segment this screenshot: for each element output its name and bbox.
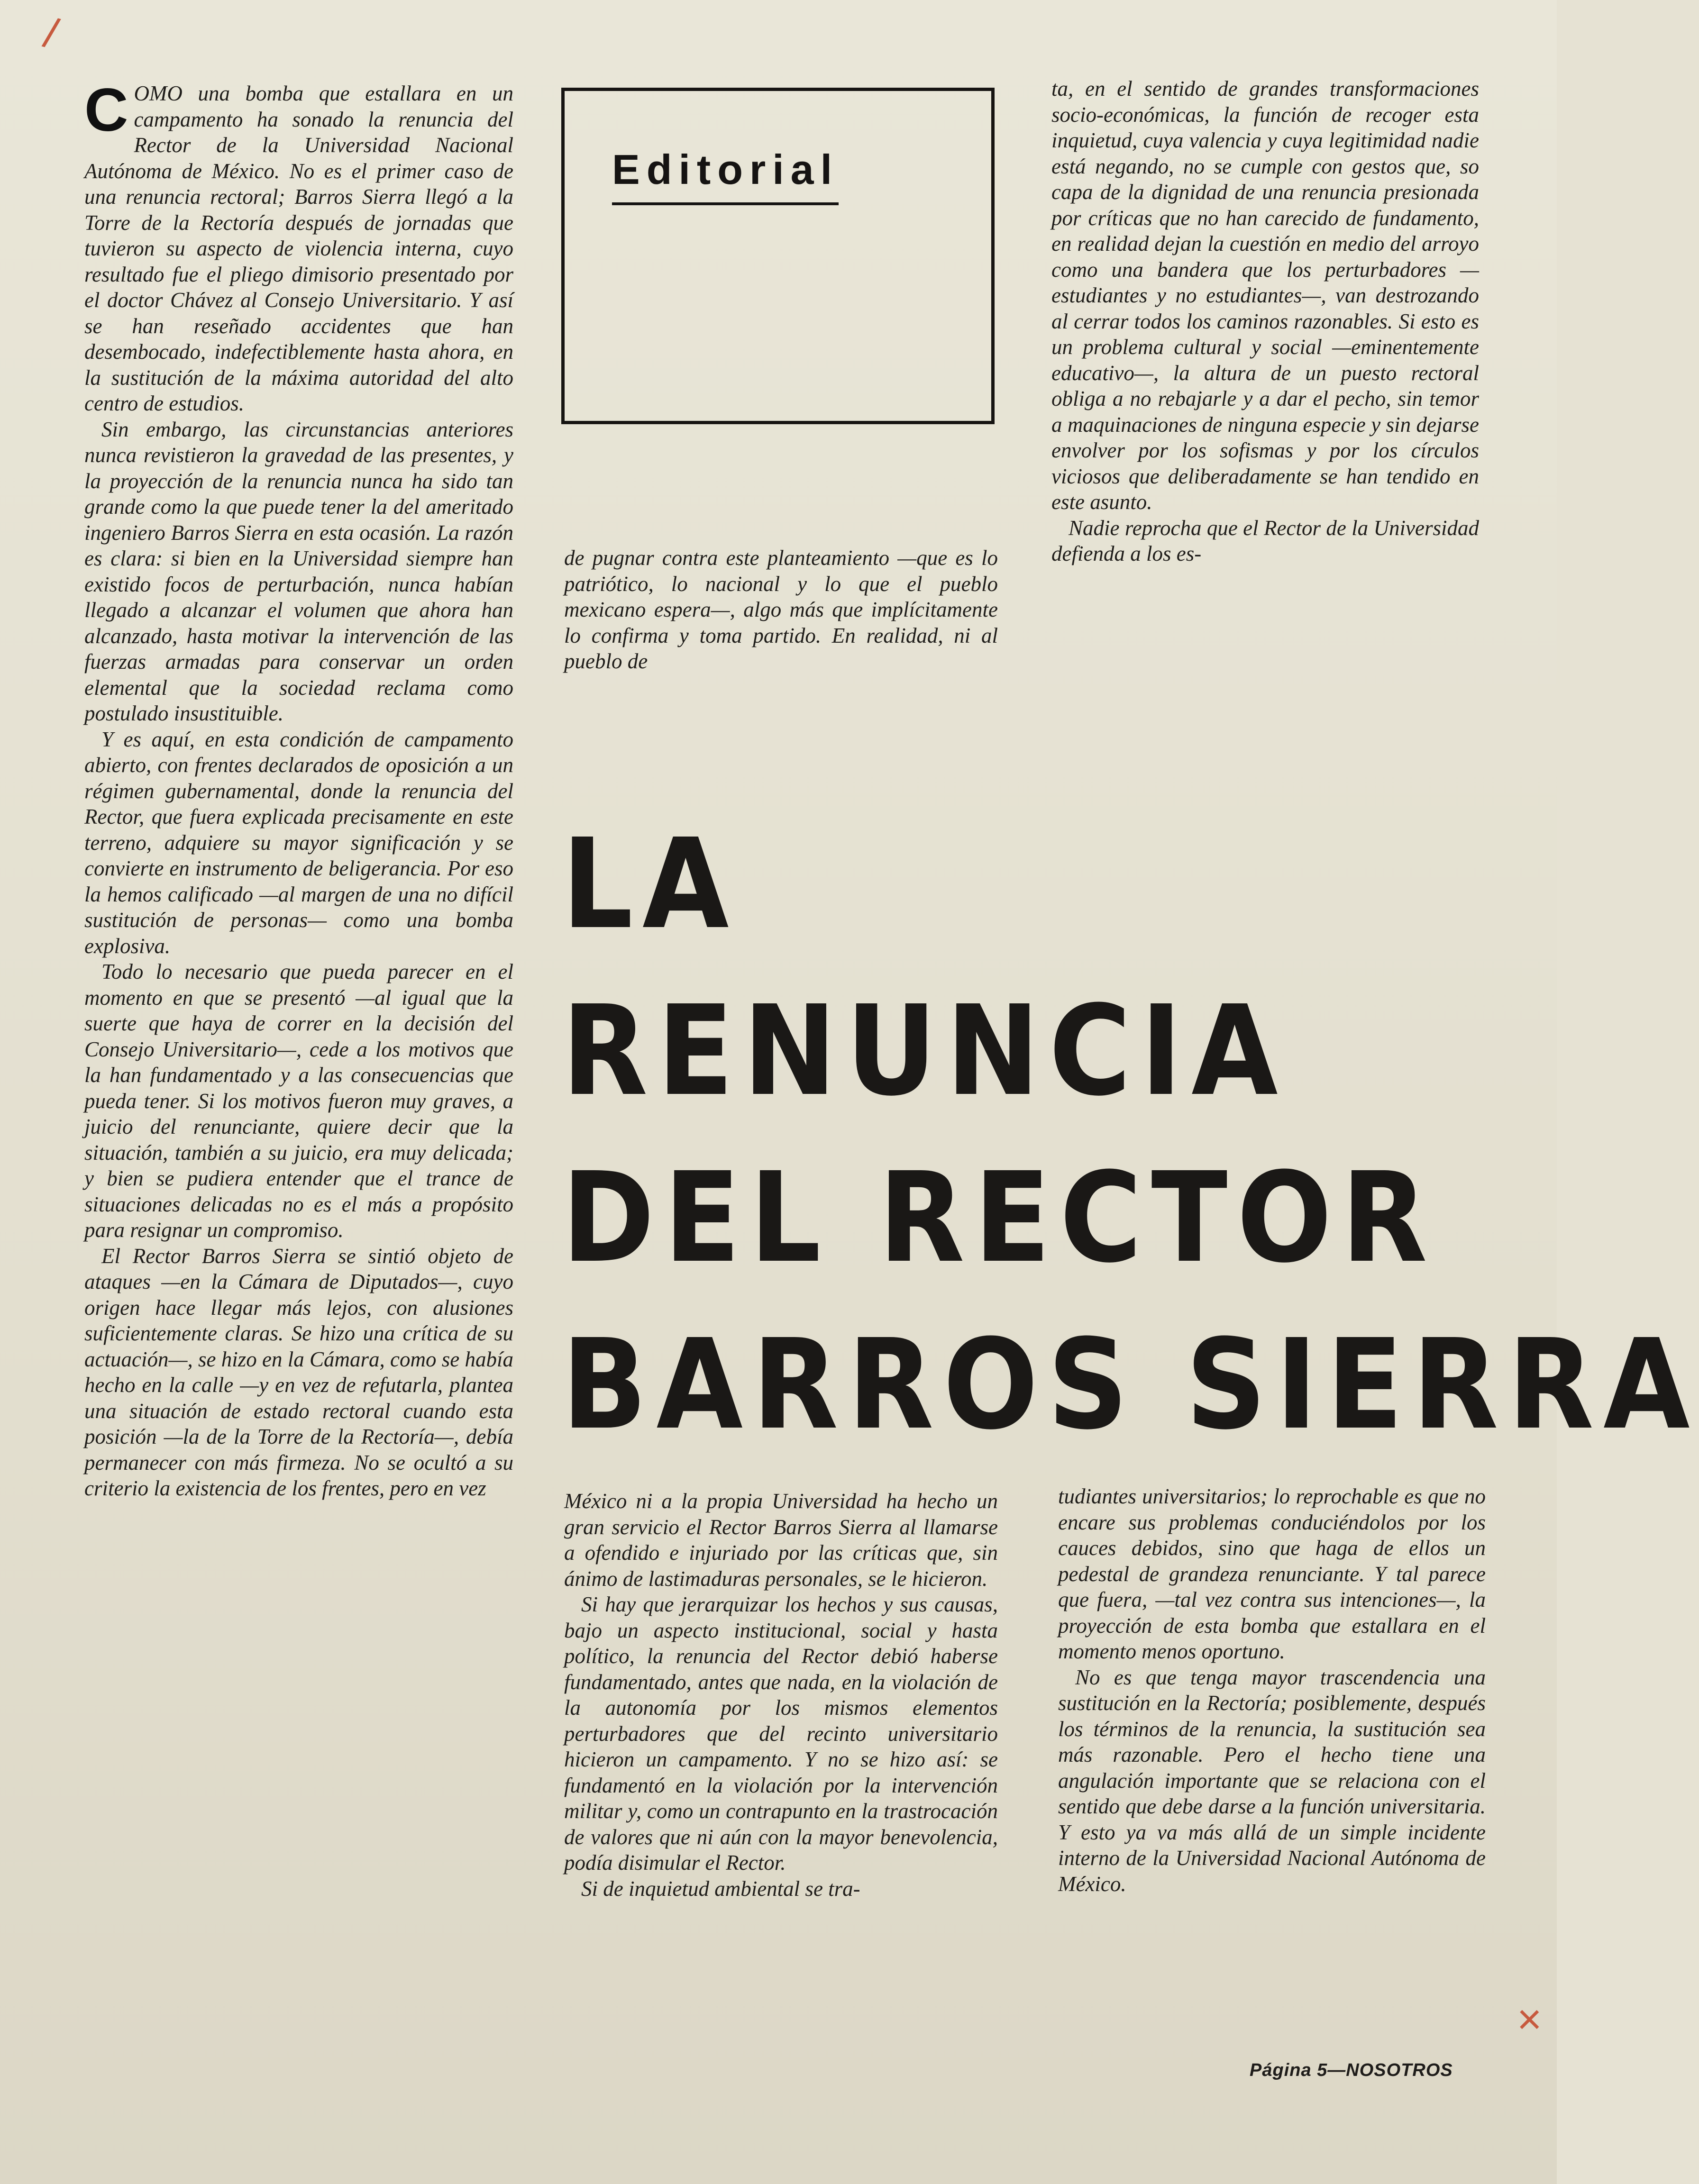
right-top-paragraph-1: ta, en el sentido de grandes transformaciones socio-económicas, la función de recoger esta inquietud, cuya valencia y cuya legitimidad nadie está negando, no se cumple con gestos que, so capa de la dignidad de una renuncia presionada por críticas que no han carecido de fundamento, en realidad dejan la cuestión en medio del arroyo como una bandera que los perturbadores —estudiantes y no estudiantes—, van destrozando al cerrar todos los caminos razonables. Si esto es un problema cultural y social —eminentemente educativo—, la altura de un puesto rectoral obliga a no rebajarle y a dar el pecho, sin temor a maquinaciones de ninguna especie y sin dejarse envolver por los sofismas y por los círculos viciosos que deliberadamente se han tendido en este asunto. [1051, 77, 1479, 514]
left-paragraph-3: Y es aquí, en esta condición de campamento abierto, con frentes declarados de oposición a un régimen gubernamental, donde la renuncia del Rector, que fuera explicada precisamente en este terreno, adquiere su mayor significación y se convierte en instrumento de beligerancia. Por eso la hemos calificado —al margen de una no difícil sustitución de personas— como una bomba explosiva. [84, 727, 513, 958]
middle-bottom-paragraph-2: Si hay que jerarquizar los hechos y sus causas, bajo un aspecto institucional, social y hasta político, la renuncia del Rector debió haberse fundamentado, antes que nada, en la violación de la autonomía por los mismos elementos perturbadores que del recinto universitario hicieron un campamento. Y no se hizo así: se fundamentó en la violación por la intervención militar y, como un contrapunto en la trastrocación de valores que ni aún con la mayor benevolencia, podía disimular el Rector. [564, 1592, 998, 1875]
pencil-tick-mark: / [39, 9, 63, 58]
headline-line-3: DEL RECTOR [562, 1146, 1437, 1290]
left-column [84, 76, 513, 1502]
left-paragraph-2: Sin embargo, las circunstancias anteriores nunca revistieron la gravedad de las presentes, y la proyección de la renuncia nunca ha sido tan grande como la que puede tener la del ameritado ingeniero Barros Sierra en esta ocasión. La razón es clara: si bien en la Universidad siempre han existido focos de perturbación, nunca habían llegado a alcanzar el volumen que ahora han alcanzado, hasta motivar la intervención de las fuerzas armadas para conservar un orden elemental que la sociedad reclama como postulado insustituible. [84, 417, 513, 725]
middle-bottom-column [564, 1488, 998, 1902]
middle-top-column [564, 545, 998, 674]
editorial-label: Editorial [612, 146, 839, 205]
middle-bottom-paragraph-3: Si de inquietud ambiental se tra- [581, 1876, 860, 1901]
right-bottom-paragraph-1: tudiantes universitarios; lo reprochable es que no encare sus problemas conduciéndolos por los cauces debidos, sino que haga de ellos un pedestal de grandeza renunciante. Y tal parece que fuera, —tal vez contra sus intenciones—, la proyección de esta bomba que estallara en el momento menos oportuno. [1058, 1484, 1486, 1663]
drop-cap: C [84, 76, 128, 144]
pencil-cross-mark: × [1517, 1996, 1542, 2043]
left-paragraph-4: Todo lo necesario que pueda parecer en el momento en que se presentó —al igual que la suerte que haya de correr en la decisión del Consejo Universitario—, cede a los motivos que la han fundamentado y a las consecuencias que pueda tener. Si los motivos fueron muy graves, a juicio del renunciante, quiere decir que la situación, también a su juicio, era muy delicada; y bien se pudiera entender que el trance de situaciones delicadas no es el más a propósito para resignar un compromiso. [84, 960, 513, 1242]
headline-line-4: BARROS SIERRA [562, 1312, 1699, 1457]
right-top-column [1051, 76, 1479, 567]
right-bottom-paragraph-2: No es que tenga mayor trascendencia una sustitución en la Rectoría; posiblemente, después los términos de la renuncia, la sustitución sea más razonable. Pero el hecho tiene una angulación importante que se relaciona con el sentido que debe darse a la función universitaria. Y esto ya va más allá de un simple incidente interno de la Universidad Nacional Autónoma de México. [1058, 1665, 1486, 1896]
left-paragraph-5: El Rector Barros Sierra se sintió objeto de ataques —en la Cámara de Diputados—, cuyo origen hace llegar más lejos, con alusiones suficientemente claras. Se hizo una crítica de su actuación—, se hizo en la Cámara, como se había hecho en la calle —y en vez de refutarla, plantea una situación de estado rectoral cuando esta posición —la de la Torre de la Rectoría—, debía permanecer con más firmeza. No se ocultó a su criterio la existencia de los frentes, pero en vez [84, 1244, 513, 1500]
headline-line-2: RENUNCIA [562, 979, 1288, 1123]
middle-top-paragraph: de pugnar contra este planteamiento —que es lo patriótico, lo nacional y lo que el pueblo mexicano espera—, algo más que implícitamente lo confirma y toma partido. En realidad, ni al pueblo de [564, 546, 998, 673]
right-bottom-column [1058, 1483, 1486, 1897]
editorial-box [561, 88, 995, 424]
page-footer: Página 5—NOSOTROS [1250, 2060, 1453, 2080]
headline [562, 801, 1699, 1468]
right-top-paragraph-2: Nadie reprocha que el Rector de la Universidad defienda a los es- [1051, 516, 1479, 565]
left-paragraph-1: COMO una bomba que estallara en un campamento ha sonado la renuncia del Rector de la Universidad Nacional Autónoma de México. No es el primer caso de una renuncia rectoral; Barros Sierra llegó a la Torre de la Rectoría después de jornadas que tuvieron su aspecto de violencia interna, cuyo resultado fue el pliego dimisorio presentado por el doctor Chávez al Consejo Universitario. Y así se han reseñado accidentes que han desembocado, indefectiblemente hasta ahora, en la sustitución de la máxima autoridad del alto centro de estudios. [84, 76, 513, 415]
middle-bottom-paragraph-1: México ni a la propia Universidad ha hecho un gran servicio el Rector Barros Sierra al llamarse a ofendido e injuriado por las críticas que, sin ánimo de lastimaduras personales, se le hicieron. [564, 1489, 998, 1591]
headline-line-1: LA [562, 812, 739, 956]
